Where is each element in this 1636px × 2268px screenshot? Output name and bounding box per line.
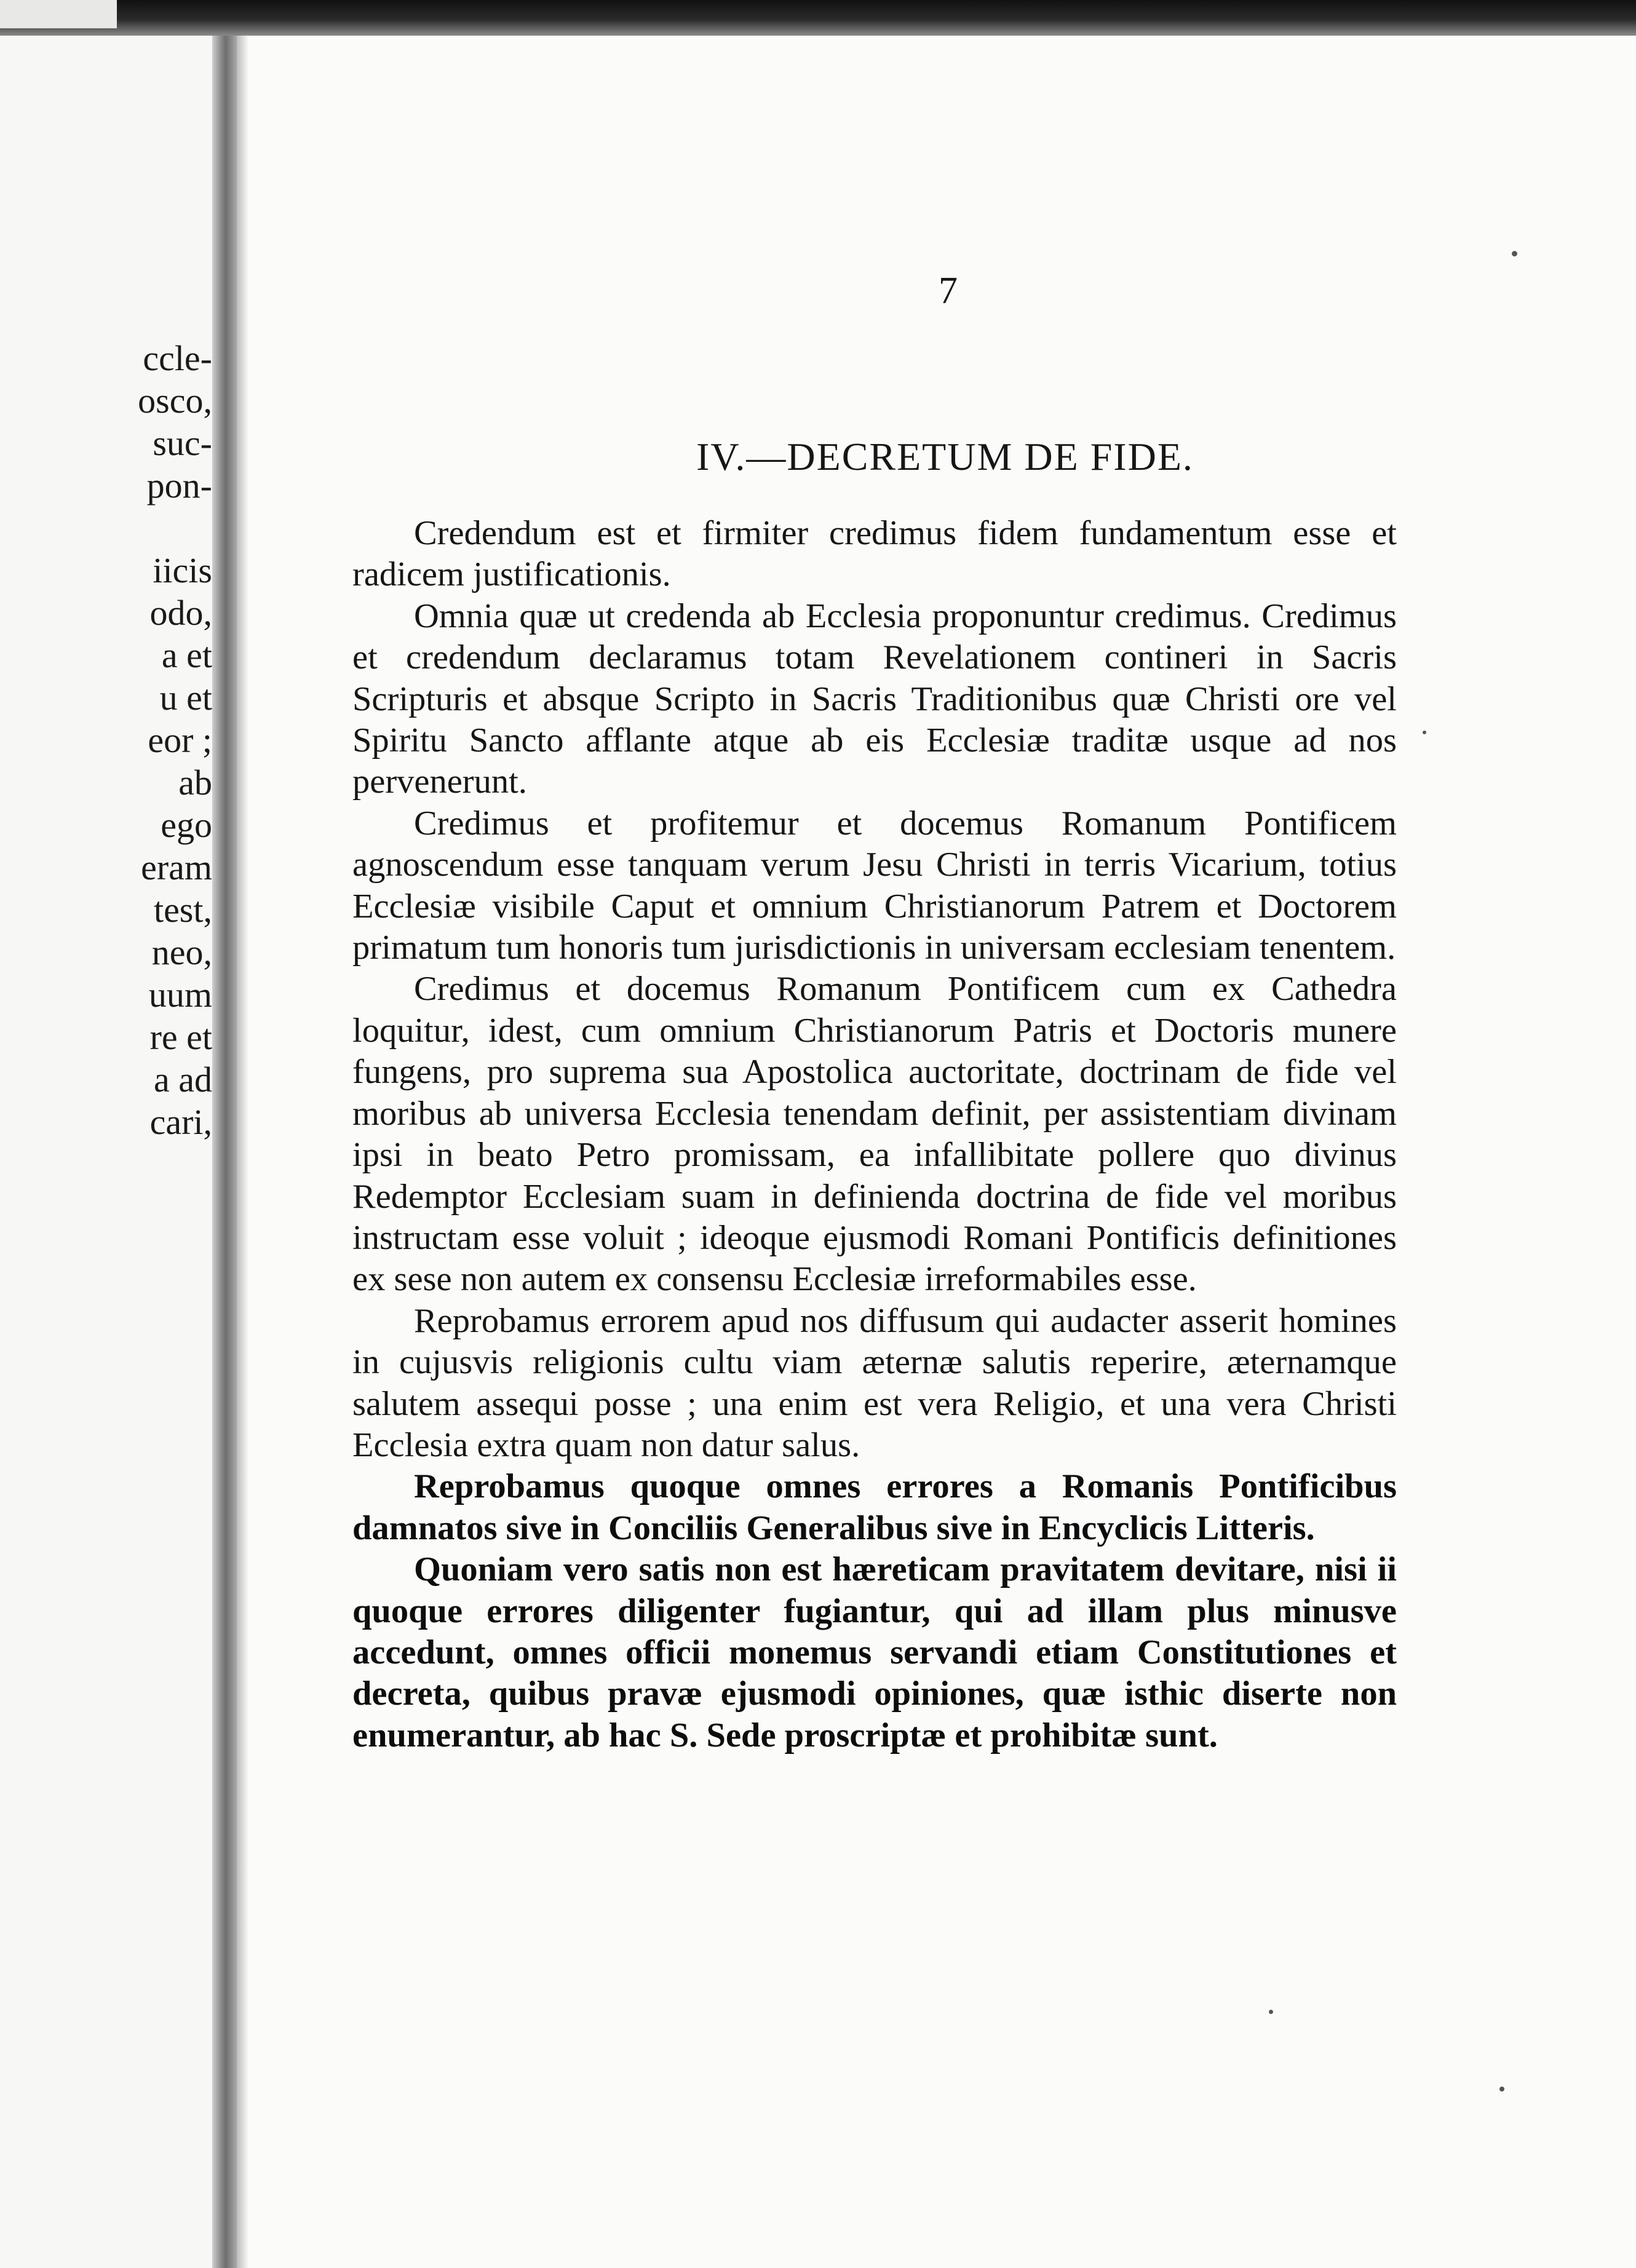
left-facing-page xyxy=(0,36,212,2268)
paragraph: Reprobamus errorem apud nos diffusum qui audacter asserit homines in cujusvis religionis cultu viam æternæ salutis reperire, æternamque salutem assequi posse ; una enim est vera Religio, et una vera Christi Ecclesia extra quam non datur salus. xyxy=(352,1301,1397,1464)
scan-speck xyxy=(1269,2010,1273,2014)
left-fragment: re et xyxy=(149,1017,212,1057)
left-fragment: suc- xyxy=(153,423,212,463)
left-fragment: uum xyxy=(148,975,212,1015)
paragraph: Omnia quæ ut credenda ab Ecclesia proponuntur credimus. Credimus et credendum declaramus totam Revelationem contineri in Sacris Scripturis et absque Scripto in Sacris Traditionibus quæ Christi ore vel Spiritu Sancto afflante atque ab eis Ecclesiæ traditæ usque ad nos pervenerunt. xyxy=(352,597,1397,801)
left-fragment: iicis xyxy=(153,550,212,590)
left-fragment: test, xyxy=(153,890,212,930)
paragraph: Credimus et profitemur et docemus Romanum Pontificem agnoscendum esse tanquam verum Jesu Christi in terris Vicarium, totius Ecclesiæ visibile Caput et omnium Christianorum Patrem et Doctorem primatum tum honoris tum jurisdictionis in universam ecclesiam tenentem. xyxy=(352,804,1397,967)
left-fragment: ab xyxy=(178,763,212,803)
left-fragment: odo, xyxy=(149,593,212,633)
page-heading: IV.—DECRETUM DE FIDE. xyxy=(696,435,1194,478)
scan-speck xyxy=(1499,2087,1504,2092)
right-page xyxy=(248,36,1636,2268)
page-number: 7 xyxy=(939,270,958,312)
left-fragment: eor ; xyxy=(148,720,212,760)
paragraph: Reprobamus quoque omnes errores a Romanis Pontificibus damnatos sive in Conciliis Generalibus sive in Encyclicis Litteris. xyxy=(352,1467,1397,1547)
gutter-shadow xyxy=(237,36,248,2268)
left-page-text xyxy=(138,337,212,1143)
left-fragment: ccle- xyxy=(143,338,212,378)
scan-top-edge xyxy=(0,0,1636,36)
left-fragment: ego xyxy=(161,805,212,845)
left-fragment: a et xyxy=(161,635,212,675)
left-fragment: pon- xyxy=(146,466,212,506)
left-fragment: eram xyxy=(141,847,212,887)
decree-body xyxy=(352,513,1397,1756)
left-fragment: u et xyxy=(159,678,212,718)
scan-speck xyxy=(1512,251,1517,256)
scan-speck xyxy=(1423,731,1426,734)
scan-top-corner xyxy=(0,0,117,28)
left-fragment: neo, xyxy=(151,932,212,972)
left-fragment: osco, xyxy=(138,381,212,421)
left-fragment: cari, xyxy=(149,1102,212,1142)
paragraph: Credimus et docemus Romanum Pontificem cum ex Cathedra loquitur, idest, cum omnium Christianorum Patris et Doctoris munere fungens, pro suprema sua Apostolica auctoritate, doctrinam de fide vel moribus ab universa Ecclesia tenendam definit, per assistentiam divinam ipsi in beato Petro promissam, ea infallibitate pollere quo divinus Redemptor Ecclesiam suam in definienda doctrina de fide vel moribus instructam esse voluit ; ideoque ejusmodi Romani Pontificis definitiones ex sese non autem ex consensu Ecclesiæ irreformabiles esse. xyxy=(352,970,1397,1299)
book-binding-gutter xyxy=(212,36,237,2268)
paragraph: Credendum est et firmiter credimus fidem fundamentum esse et radicem justificationis. xyxy=(352,514,1397,594)
left-fragment: a ad xyxy=(154,1060,212,1100)
paragraph: Quoniam vero satis non est hæreticam pravitatem devitare, nisi ii quoque errores diligenter fugiantur, qui ad illam plus minusve accedunt, omnes officii monemus servandi etiam Constitutiones et decreta, quibus pravæ ejusmodi opiniones, quæ isthic diserte non enumerantur, ab hac S. Sede proscriptæ et prohibitæ sunt. xyxy=(352,1550,1397,1755)
